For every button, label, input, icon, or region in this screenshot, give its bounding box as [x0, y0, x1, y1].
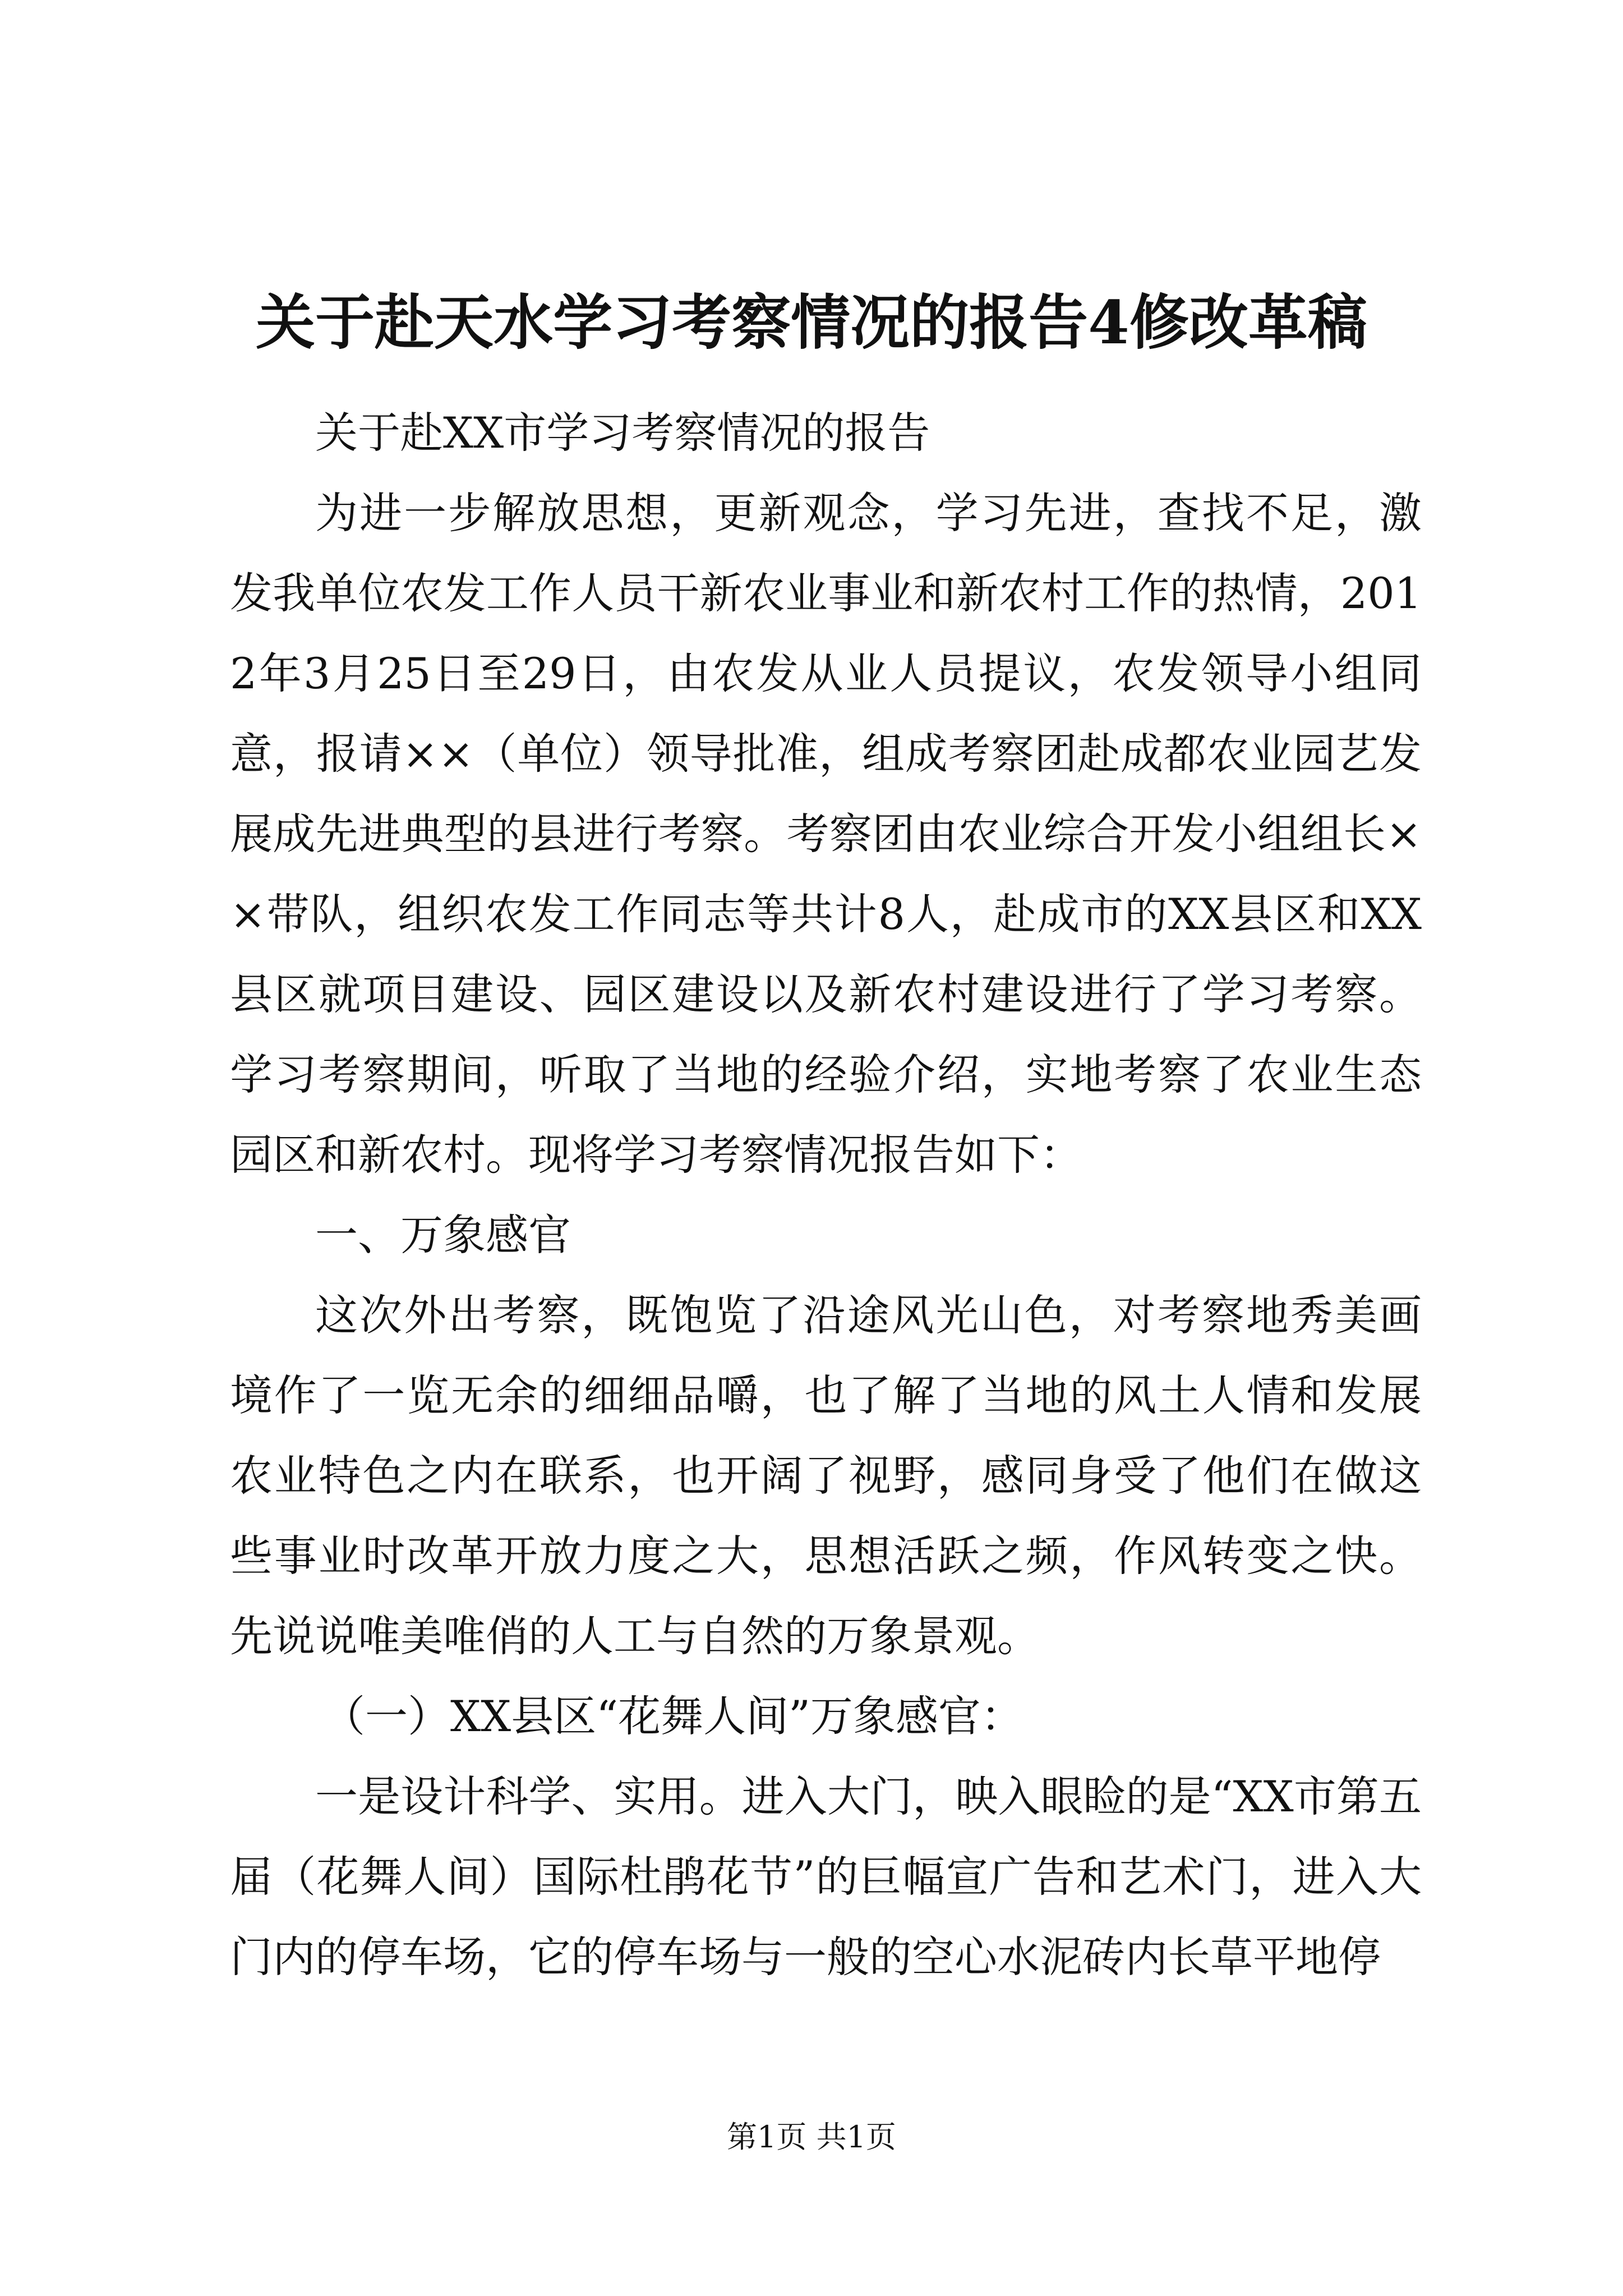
document-body [230, 393, 1422, 1997]
paragraph-overview: 这次外出考察，既饱览了沿途风光山色，对考察地秀美画境作了一览无余的细细品嚼，也了解了当地的风土人情和发展农业特色之内在联系，也开阔了视野，感同身受了他们在做这些事业时改革开放力度之大，思想活跃之频，作风转变之快。先说说唯美唯俏的人工与自然的万象景观。 [230, 1290, 1422, 1661]
paragraph-report-heading: 关于赴XX市学习考察情况的报告 [315, 408, 930, 458]
page-footer: 第1页 共1页 [727, 2119, 896, 2155]
document-title: 关于赴天水学习考察情况的报告4修改革稿 [256, 287, 1367, 357]
paragraph-design: 一是设计科学、实用。进入大门，映入眼睑的是“XX市第五届（花舞人间）国际杜鹃花节”的巨幅宣广告和艺术门，进入大门内的停车场，它的停车场与一般的空心水泥砖内长草平地停 [230, 1772, 1422, 1982]
section-heading-1: 一、万象感官 [315, 1210, 571, 1260]
subsection-heading-1: （一）XX县区“花舞人间”万象感官： [322, 1691, 1023, 1741]
paragraph-introduction: 为进一步解放思想，更新观念，学习先进，查找不足，激发我单位农发工作人员干新农业事业和新农村工作的热情，2012年3月25日至29日，由农发从业人员提议，农发领导小组同意，报请××（单位）领导批准，组成考察团赴成都农业园艺发展成先进典型的县进行考察。考察团由农业综合开发小组组长××带队，组织农发工作同志等共计8人，赴成市的XX县区和XX县区就项目建设、园区建设以及新农村建设进行了学习考察。学习考察期间，听取了当地的经验介绍，实地考察了农业生态园区和新农村。现将学习考察情况报告如下： [230, 488, 1422, 1180]
